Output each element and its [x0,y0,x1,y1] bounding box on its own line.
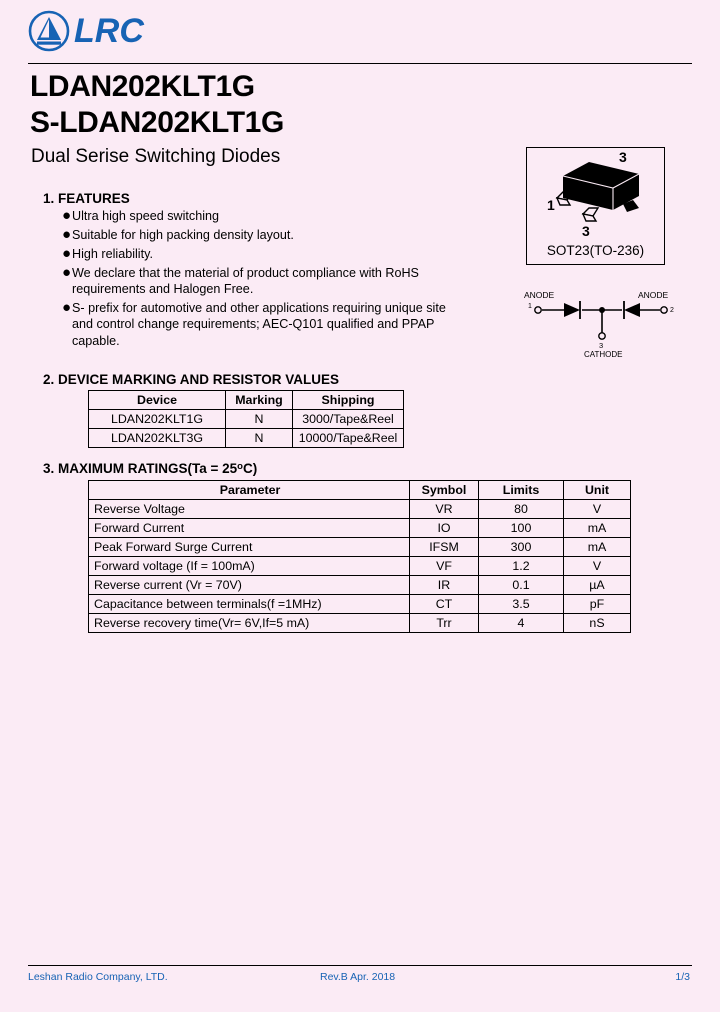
column-header-symbol: Symbol [410,481,479,500]
table-row [89,614,631,633]
cell-unit: V [564,557,631,576]
marking-heading: 2. DEVICE MARKING AND RESISTOR VALUES [43,372,340,387]
cell-limit: 3.5 [479,595,564,614]
maximum-ratings-table [88,480,631,633]
table-row [89,538,631,557]
footer-company: Leshan Radio Company, LTD. [28,971,168,983]
column-header-limits: Limits [479,481,564,500]
package-pin-2-label: 3 [582,223,590,239]
list-item [62,265,462,298]
package-pin-1-label: 1 [547,197,555,213]
cell-symbol: Trr [410,614,479,633]
bullet-icon: ● [62,225,72,243]
features-list [62,208,462,352]
page-footer [28,971,692,987]
cell-limit: 80 [479,500,564,519]
cell-unit: µA [564,576,631,595]
schematic-cathode-label: CATHODE [584,350,623,358]
cell-unit: V [564,500,631,519]
bullet-icon: ● [62,207,72,224]
cell-symbol: IR [410,576,479,595]
schematic-pin-3-label: 3 [599,341,604,350]
device-marking-table [88,390,404,448]
footer-page: 1/3 [675,971,690,983]
feature-text: Ultra high speed switching [72,209,220,223]
table-row [89,500,631,519]
cell-unit: nS [564,614,631,633]
page-subtitle: Dual Serise Switching Diodes [31,146,281,167]
column-header-parameter: Parameter [89,481,410,500]
cell-shipping: 3000/Tape&Reel [293,410,404,429]
cell-parameter: Reverse recovery time(Vr= 6V,If=5 mA) [89,614,410,633]
cell-unit: mA [564,519,631,538]
bullet-icon: ● [62,263,72,281]
column-header-device: Device [89,391,226,410]
cell-limit: 300 [479,538,564,557]
schematic-anode-right-label: ANODE [638,290,669,300]
cell-limit: 4 [479,614,564,633]
cell-limit: 0.1 [479,576,564,595]
package-drawing-box [526,147,665,265]
table-row [89,410,404,429]
table-row [89,576,631,595]
brand-wordmark: LRC [74,12,144,50]
schematic-symbol [512,286,692,358]
list-item [62,246,462,262]
table-row [89,557,631,576]
footer-revision: Rev.B Apr. 2018 [320,971,396,983]
cell-device: LDAN202KLT3G [89,429,226,448]
cell-limit: 100 [479,519,564,538]
cell-symbol: CT [410,595,479,614]
dual-common-cathode-diode-icon [524,290,674,358]
ratings-heading [43,461,257,476]
page-title-alt: S-LDAN202KLT1G [30,106,284,139]
cell-parameter: Reverse current (Vr = 70V) [89,576,410,595]
cell-unit: pF [564,595,631,614]
schematic-pin-1-label: 1 [528,303,532,310]
cell-limit: 1.2 [479,557,564,576]
list-item [62,208,462,224]
sot23-package-icon [527,148,662,240]
bullet-icon: ● [62,299,72,317]
table-row [89,429,404,448]
table-row [89,595,631,614]
ratings-heading-prefix: 3. MAXIMUM RATINGS(Ta = 25 [43,461,238,476]
degree-symbol-icon: o [237,461,243,472]
brand-logo [28,10,144,52]
cell-parameter: Reverse Voltage [89,500,410,519]
cell-parameter: Forward Current [89,519,410,538]
cell-shipping: 10000/Tape&Reel [293,429,404,448]
cell-symbol: IO [410,519,479,538]
cell-device: LDAN202KLT1G [89,410,226,429]
cell-parameter: Peak Forward Surge Current [89,538,410,557]
page-title: LDAN202KLT1G [30,70,255,103]
schematic-pin-2-label: 2 [670,307,674,314]
schematic-anode-left-label: ANODE [524,290,555,300]
package-pin-3-label: 3 [619,149,627,165]
cell-parameter: Capacitance between terminals(f =1MHz) [89,595,410,614]
cell-parameter: Forward voltage (If = 100mA) [89,557,410,576]
column-header-unit: Unit [564,481,631,500]
table-header-row [89,391,404,410]
footer-divider [28,965,692,966]
header-divider [28,63,692,64]
cell-unit: mA [564,538,631,557]
cell-symbol: VR [410,500,479,519]
column-header-shipping: Shipping [293,391,404,410]
feature-text: S- prefix for automotive and other applications requiring unique site and control change requirements; AEC-Q101 qualified and PPAP capable. [72,301,446,348]
feature-text: Suitable for high packing density layout. [72,227,294,242]
bullet-icon: ● [62,244,72,262]
list-item [62,300,462,349]
column-header-marking: Marking [226,391,293,410]
feature-text: We declare that the material of product compliance with RoHS requirements and Halogen Free. [72,265,419,297]
table-header-row [89,481,631,500]
features-heading: 1. FEATURES [43,191,130,206]
package-type-label: SOT23(TO-236) [546,243,645,258]
feature-text: High reliability. [72,246,153,261]
cell-symbol: IFSM [410,538,479,557]
table-row [89,519,631,538]
list-item [62,227,462,243]
cell-marking: N [226,410,293,429]
cell-symbol: VF [410,557,479,576]
cell-marking: N [226,429,293,448]
ratings-heading-suffix: C) [242,461,258,476]
lrc-triangle-logo-icon [28,10,70,52]
